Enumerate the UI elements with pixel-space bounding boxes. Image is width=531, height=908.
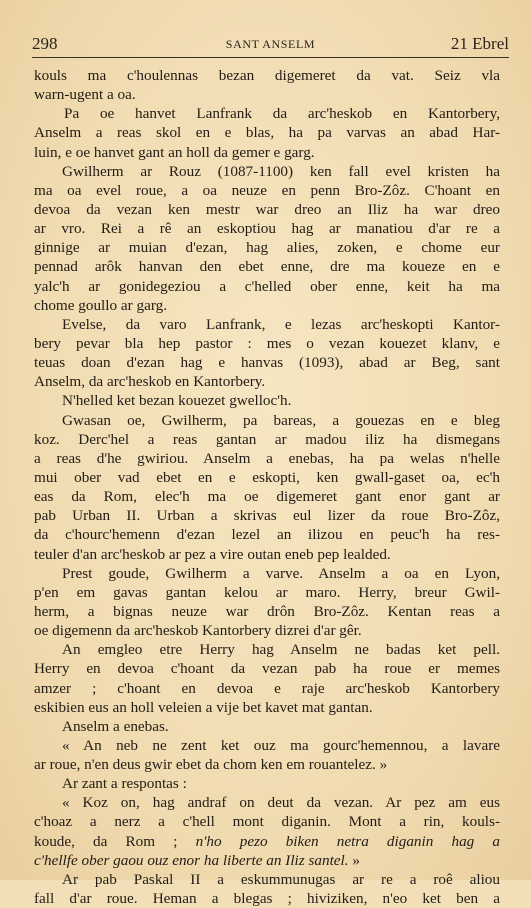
- text-line: ginnige ar muian d'ezan, hag alies, zoken, e chome eur: [34, 239, 500, 257]
- text-line: pab Urban II. Urban a skrivas eul lizer da roue Bro-Zôz,: [34, 507, 500, 525]
- text-line: ar vro. Rei a rê an eskoptiou hag ar manatiou d'ar re a: [34, 220, 500, 238]
- text-line: Gwilherm ar Rouz (1087-1100) ken fall evel kristen ha: [62, 162, 500, 180]
- text-line: herm, a bignas neuze war drôn Bro-Zôz. Kentan reas a: [34, 602, 500, 620]
- italic-segment: c'hellfe ober gaou ouz enor ha liberte an Iliz santel.: [34, 851, 349, 869]
- text-segment: koude, da Rom ;: [34, 832, 196, 850]
- text-line: Anselm a enebas.: [62, 717, 169, 735]
- text-line: An emgleo etre Herry hag Anselm ne badas ket pell.: [62, 641, 500, 659]
- text-line: Gwasan oe, Gwilherm, pa bareas, a gouezas en e bleg: [62, 411, 500, 429]
- text-line: oe digemenn da arc'heskob Kantorbery dizrei d'ar gêr.: [34, 622, 362, 640]
- text-line: fall d'ar roue. Heman a blegas ; hiviziken, n'eo ket ben a: [34, 890, 500, 908]
- text-line: Herry en devoa c'hoant da vezan pab ha roue er memes: [34, 660, 500, 678]
- text-line: N'helled ket bezan kouezet gwelloc'h.: [62, 392, 292, 410]
- text-line: Prest goude, Gwilherm a varve. Anselm a oa en Lyon,: [62, 564, 500, 582]
- text-line: teuler d'an arc'heskob ar pez a vire outan eneb pep lealded.: [34, 545, 391, 563]
- text-line: yalc'h ar gonidegeziou a c'helled ober enne, keit ha ma: [34, 277, 500, 295]
- text-line: [34, 851, 500, 870]
- italic-segment: n'ho pezo biken netra diganin hag a: [195, 832, 500, 850]
- text-line: Anselm a reas skol en e blas, ha pa varvas an abad Har-: [34, 124, 500, 142]
- text-line: Anselm, da arc'heskob en Kantorbery.: [34, 373, 266, 391]
- page-number: 298: [32, 34, 58, 53]
- text-line: ma oa evel roue, a oa neuze en penn Bro-Zôz. C'hoant en: [34, 181, 500, 199]
- chapter-date: 21 Ebrel: [450, 34, 509, 53]
- text-line: kouls ma c'houlennas bezan digemeret da vat. Seiz vla: [34, 67, 500, 84]
- text-line: « An neb ne zent ket ouz ma gourc'hemennou, a lavare: [62, 736, 500, 754]
- text-line: pennad arôk hanvan den ebet enne, dre ma koueze en e: [34, 258, 500, 276]
- text-line: chome goullo ar garg.: [34, 296, 167, 314]
- text-line: p'en em gavas gantan kelou ar maro. Herry, breur Gwil-: [34, 583, 500, 601]
- text-line: eskibien eus an holl veleien a vije bet kavet mat gantan.: [34, 698, 373, 716]
- text-line: luin, e oe hanvet gant an holl da gemer e garg.: [34, 143, 315, 161]
- text-line: devoa da vezan ken mestr war dreo an Iliz ha war dreo: [34, 200, 500, 218]
- text-line: Pa oe hanvet Lanfrank da arc'heskob en Kantorbery,: [64, 105, 500, 123]
- page-body: [34, 66, 500, 908]
- text-line: [34, 832, 500, 851]
- text-line: mui ober vad ebet en e eskopti, ken gwall-gaset oa, ec'h: [34, 468, 500, 486]
- page-header: [32, 34, 509, 56]
- text-line: c'hoaz a nerz a c'hell mont diganin. Mont a rin, kouls-: [34, 813, 500, 831]
- text-line: amzer ; c'hoant en devoa e raje arc'heskob Kantorbery: [34, 679, 500, 697]
- text-line: « Koz on, hag andraf on deut da vezan. Ar pez am eus: [62, 794, 500, 812]
- text-line: koz. Derc'hel a reas gantan ar madou iliz ha dismegans: [34, 430, 500, 448]
- text-line: teuas doan d'ezan hag e hanvas (1093), abad ar Beg, sant: [34, 354, 500, 372]
- header-rule: [32, 57, 509, 58]
- text-line: eas da Rom, elec'h ma oe digemeret gant enor gant ar: [34, 488, 500, 506]
- text-line: da c'hourc'hemenn d'ezan lezel an ilizou en peuc'h ha res-: [34, 526, 500, 544]
- text-line: Evelse, da varo Lanfrank, e lezas arc'heskopti Kantor-: [62, 315, 500, 333]
- text-line: Ar pab Paskal II a eskummunugas ar re a roê aliou: [62, 870, 500, 888]
- text-line: bery pevar bla hep pastor : mes o vezan kouezet klanv, e: [34, 334, 500, 352]
- text-line: a reas d'he gwiriou. Anselm a enebas, ha pa welas n'helle: [34, 449, 500, 467]
- text-segment: »: [348, 851, 360, 869]
- running-title: SANT ANSELM: [225, 37, 316, 51]
- text-line: warn-ugent a oa.: [34, 86, 136, 104]
- text-line: ar roue, n'en deus gwir ebet da chom ken em rouantelez. »: [34, 756, 388, 774]
- text-line: Ar zant a respontas :: [62, 775, 187, 793]
